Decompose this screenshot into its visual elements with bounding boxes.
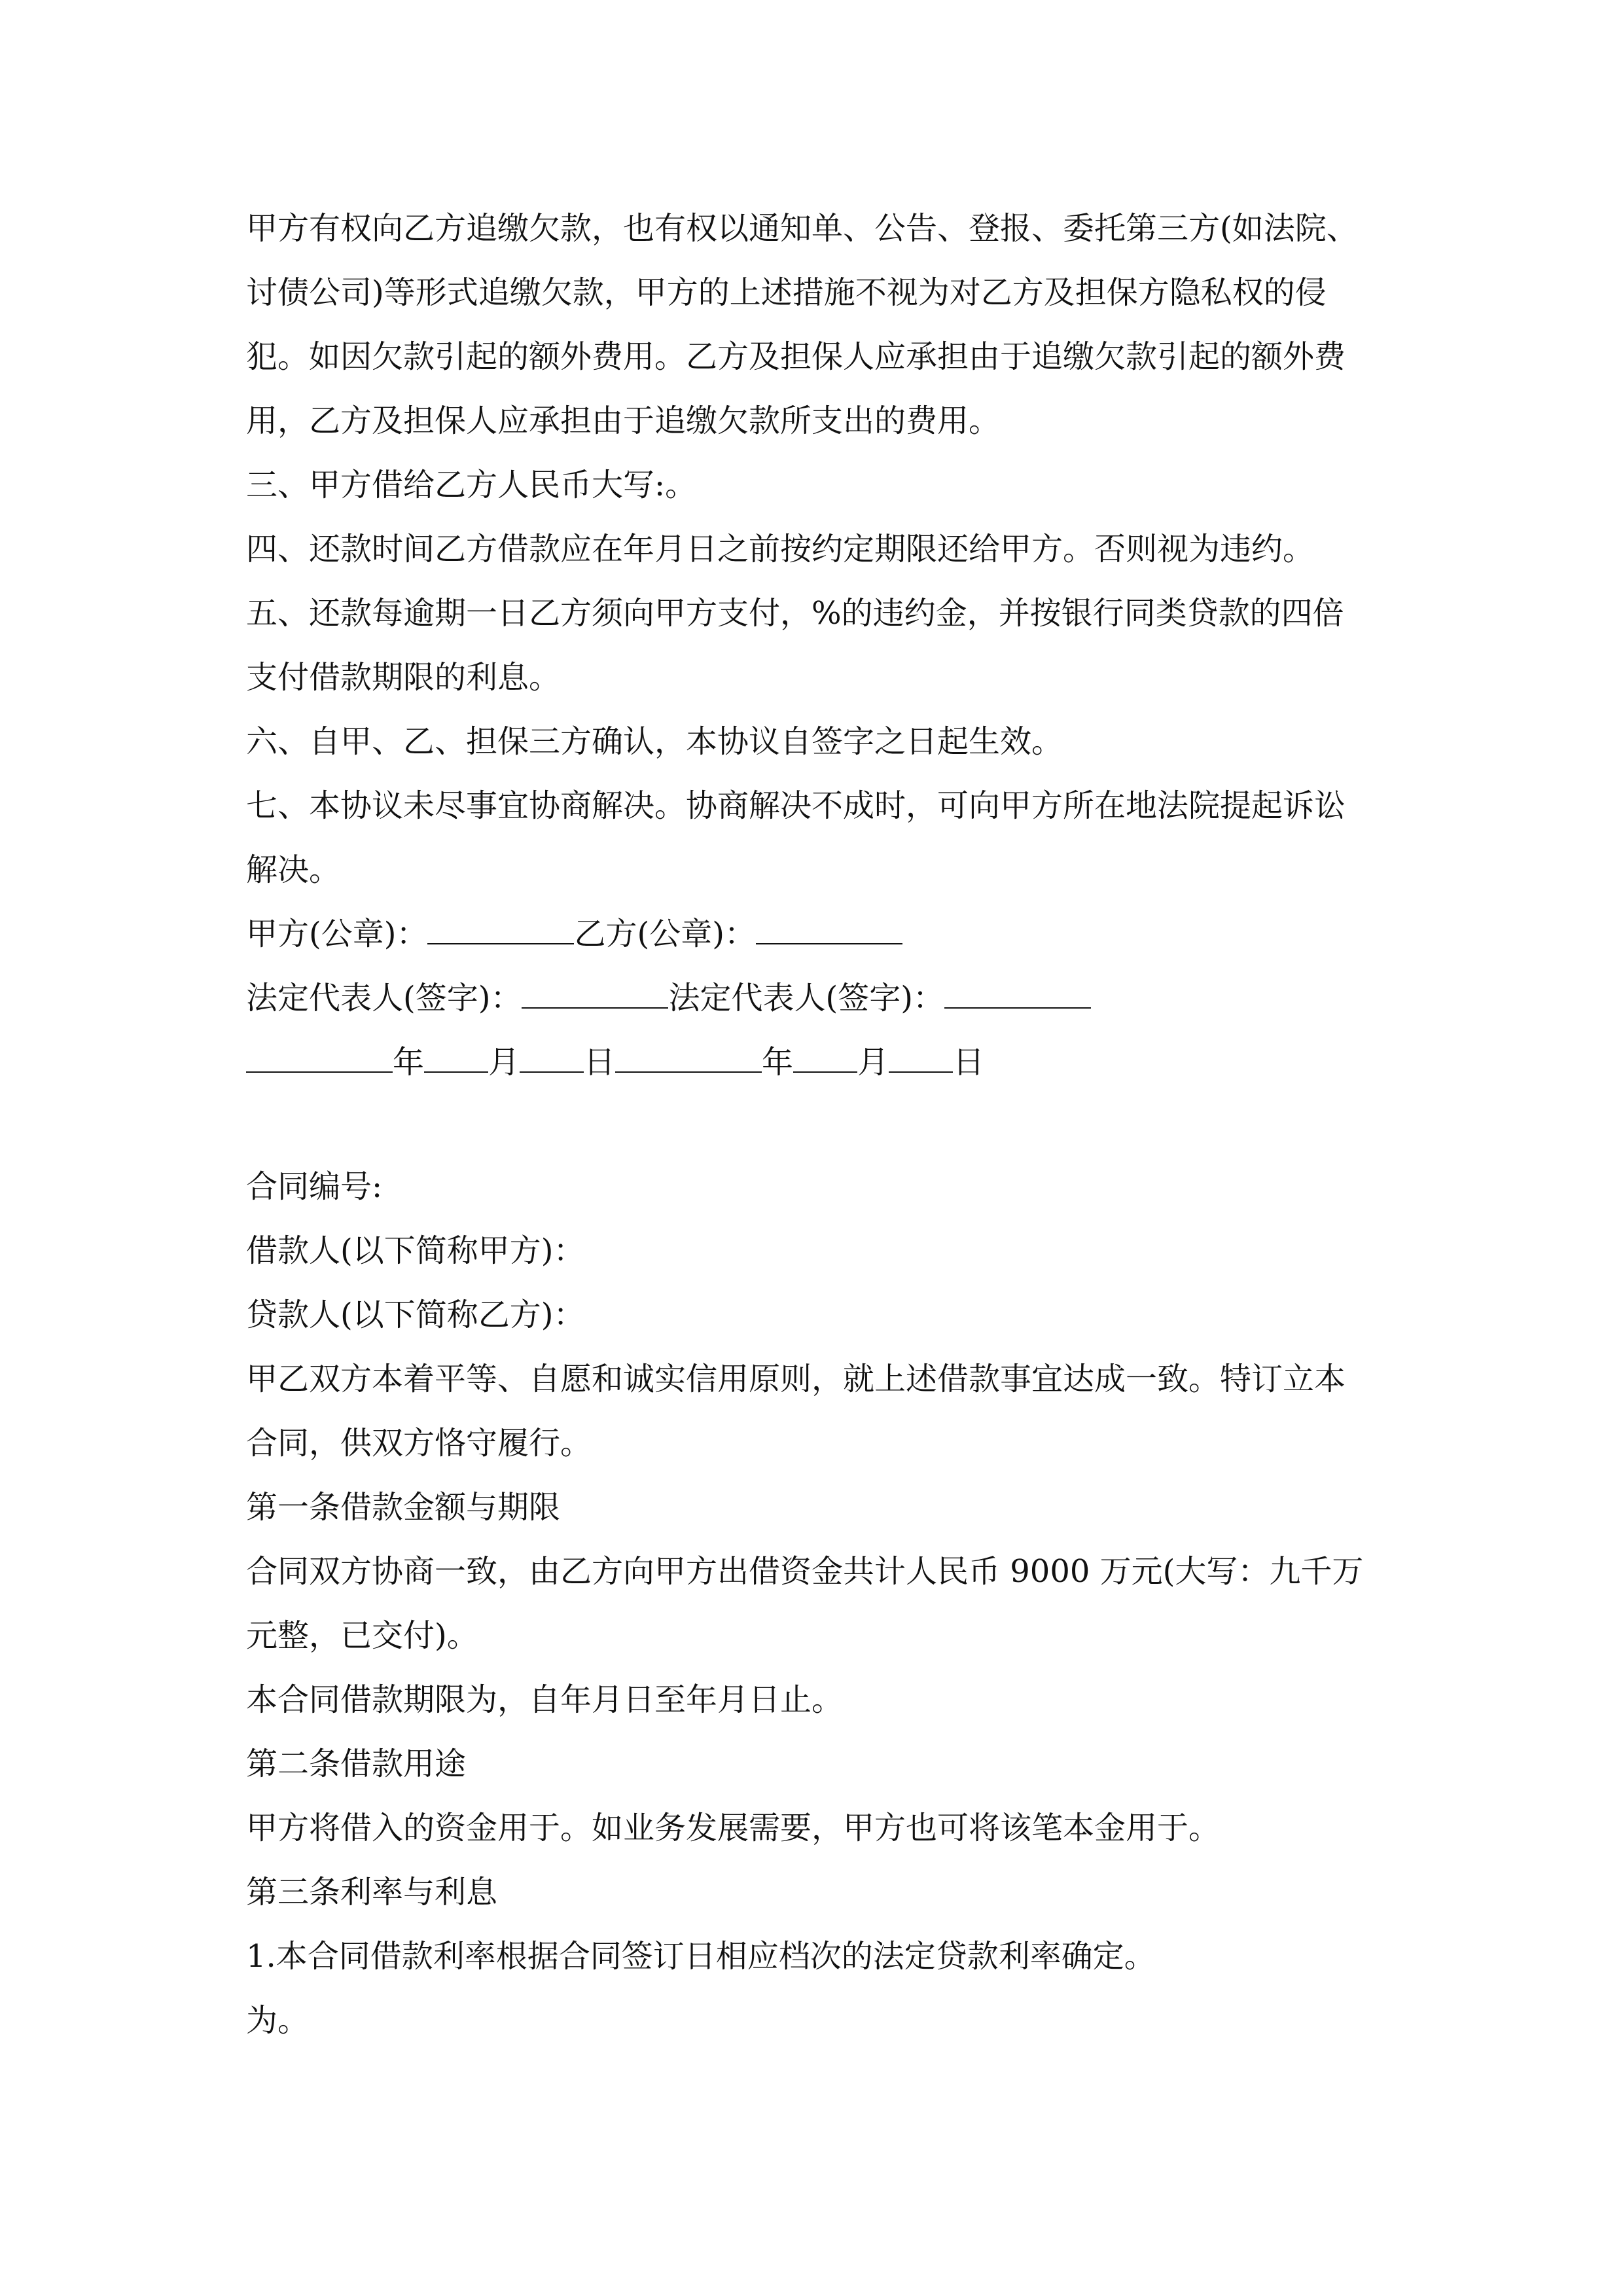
clause-five: 五、还款每逾期一日乙方须向甲方支付，%的违约金，并按银行同类贷款的四倍 xyxy=(246,595,1344,632)
paragraph-line: 本合同借款期限为，自年月日至年月日止。 xyxy=(246,1681,844,1718)
article-three-heading: 第三条利率与利息 xyxy=(246,1874,498,1910)
rep-a-blank[interactable] xyxy=(522,980,668,1009)
paragraph-line: 用，乙方及担保人应承担由于追缴欠款所支出的费用。 xyxy=(246,403,1001,439)
month-b-blank[interactable] xyxy=(793,1044,857,1073)
party-a-seal-label: 甲方(公章)： xyxy=(246,916,428,952)
paragraph-line: 甲方有权向乙方追缴欠款，也有权以通知单、公告、登报、委托第三方(如法院、 xyxy=(246,210,1358,247)
article-two-heading: 第二条借款用途 xyxy=(246,1746,467,1782)
date-line xyxy=(246,1030,1385,1094)
paragraph-line: 甲乙双方本着平等、自愿和诚实信用原则，就上述借款事宜达成一致。特订立本 xyxy=(246,1361,1346,1397)
day-label: 日 xyxy=(584,1044,616,1081)
seal-line xyxy=(246,902,1385,966)
borrower-line: 借款人(以下简称甲方)： xyxy=(246,1232,585,1269)
paragraph-line: 解决。 xyxy=(246,852,341,888)
clause-three: 三、甲方借给乙方人民币大写:。 xyxy=(246,467,697,503)
day-label: 日 xyxy=(953,1044,985,1081)
clause-seven: 七、本协议未尽事宜协商解决。协商解决不成时，可向甲方所在地法院提起诉讼 xyxy=(246,787,1346,824)
year-label: 年 xyxy=(762,1044,794,1081)
paragraph-line: 1.本合同借款利率根据合同签订日相应档次的法定贷款利率确定。 xyxy=(246,1938,1156,1975)
day-b-blank[interactable] xyxy=(889,1044,953,1073)
clause-four: 四、还款时间乙方借款应在年月日之前按约定期限还给甲方。否则视为违约。 xyxy=(246,531,1315,567)
year-b-blank[interactable] xyxy=(615,1044,762,1073)
party-b-seal-blank[interactable] xyxy=(756,916,902,944)
month-a-blank[interactable] xyxy=(424,1044,488,1073)
month-label: 月 xyxy=(488,1044,520,1081)
paragraph-line: 元整，已交付)。 xyxy=(246,1617,478,1654)
clause-six: 六、自甲、乙、担保三方确认，本协议自签字之日起生效。 xyxy=(246,723,1063,760)
month-label: 月 xyxy=(857,1044,889,1081)
document-body xyxy=(246,196,1385,2053)
paragraph-line: 支付借款期限的利息。 xyxy=(246,659,561,696)
rep-b-label: 法定代表人(签字)： xyxy=(668,980,944,1016)
paragraph-line: 合同双方协商一致，由乙方向甲方出借资金共计人民币 9000 万元(大写：九千万 xyxy=(246,1553,1364,1590)
lender-line: 贷款人(以下简称乙方)： xyxy=(246,1297,585,1333)
year-label: 年 xyxy=(393,1044,425,1081)
paragraph-line: 合同，供双方恪守履行。 xyxy=(246,1425,592,1462)
paragraph-line: 讨债公司)等形式追缴欠款，甲方的上述措施不视为对乙方及担保方隐私权的侵 xyxy=(246,274,1327,311)
section-gap xyxy=(246,1094,1385,1155)
rep-b-blank[interactable] xyxy=(944,980,1091,1009)
rep-a-label: 法定代表人(签字)： xyxy=(246,980,522,1016)
contract-number: 合同编号: xyxy=(246,1168,383,1205)
party-b-seal-label: 乙方(公章)： xyxy=(574,916,756,952)
paragraph-line: 为。 xyxy=(246,2002,310,2039)
day-a-blank[interactable] xyxy=(520,1044,584,1073)
year-a-blank[interactable] xyxy=(246,1044,393,1073)
paragraph-line: 犯。如因欠款引起的额外费用。乙方及担保人应承担由于追缴欠款引起的额外费 xyxy=(246,338,1346,375)
paragraph-line: 甲方将借入的资金用于。如业务发展需要，甲方也可将该笔本金用于。 xyxy=(246,1810,1221,1846)
article-one-heading: 第一条借款金额与期限 xyxy=(246,1489,561,1526)
party-a-seal-blank[interactable] xyxy=(427,916,574,944)
representative-line xyxy=(246,966,1385,1030)
